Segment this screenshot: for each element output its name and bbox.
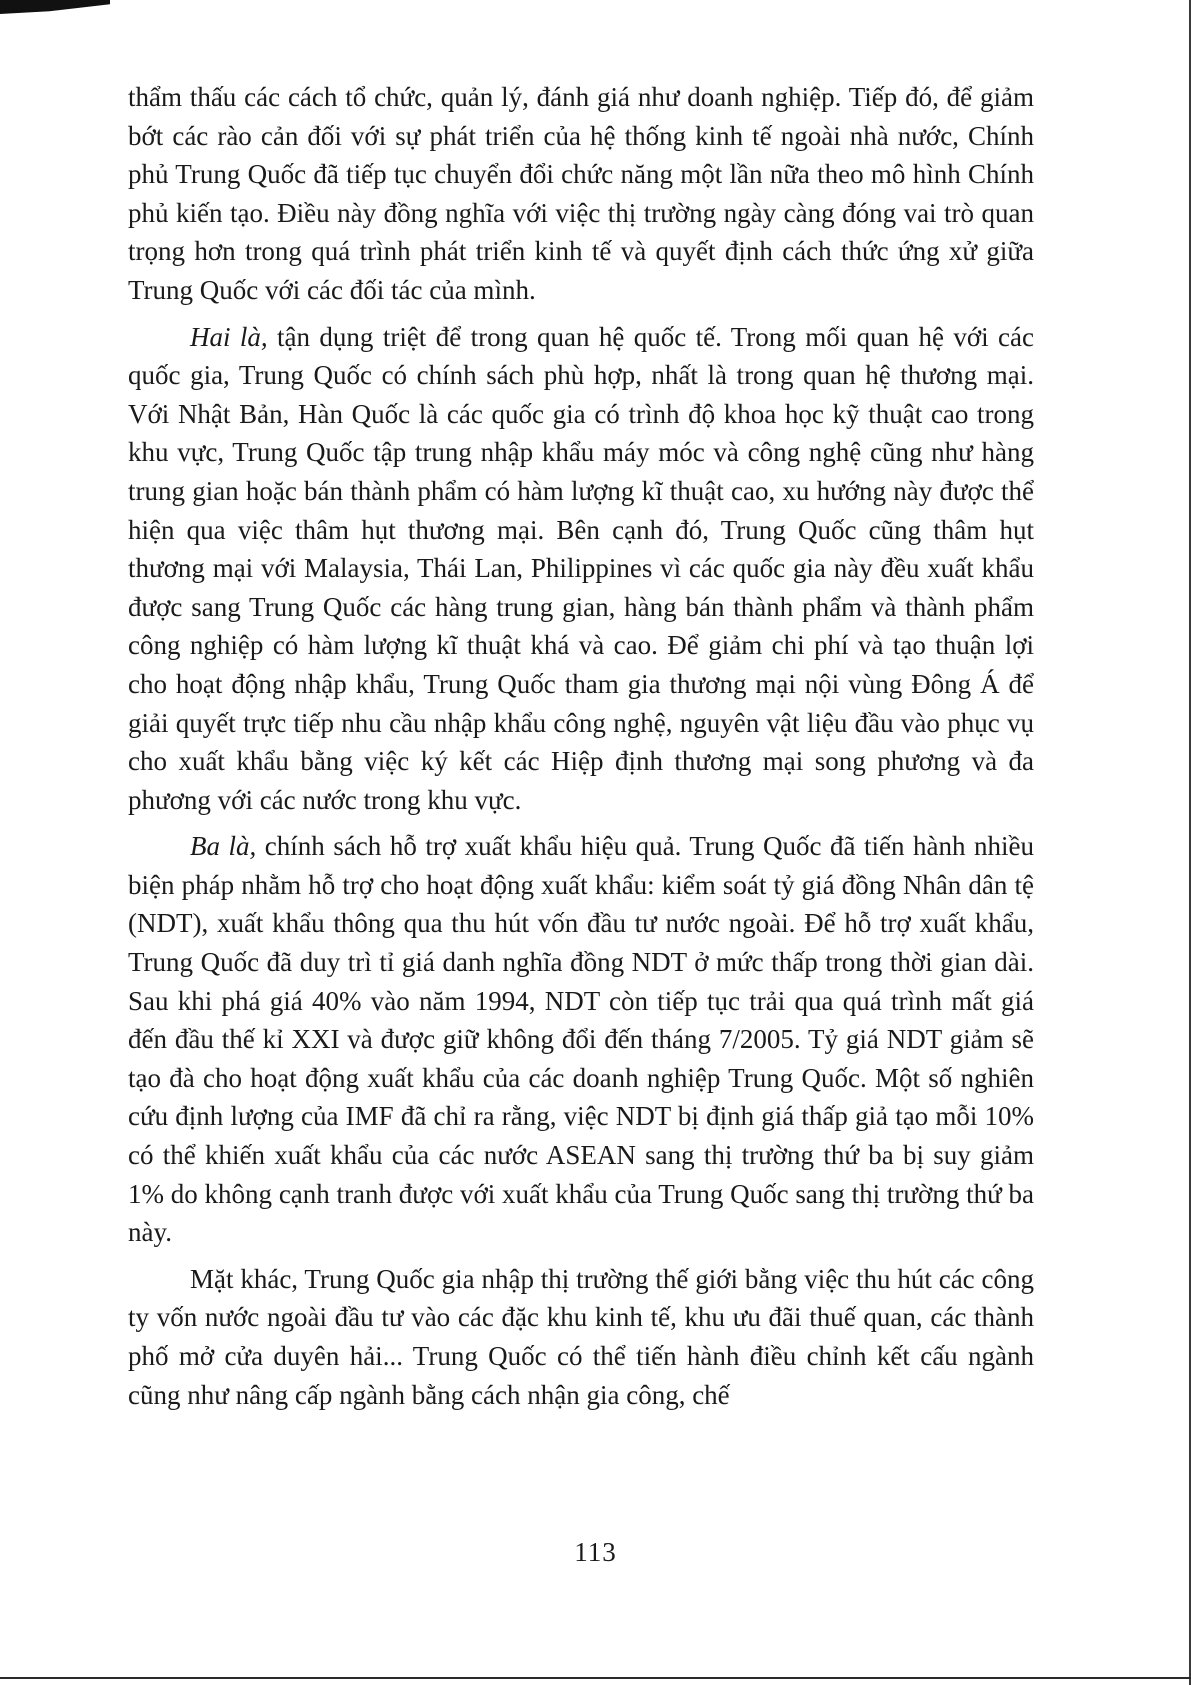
page-body: [128, 78, 1034, 1414]
paragraph-lead: Ba là,: [190, 831, 257, 862]
scan-artifact-top: [0, 0, 110, 14]
paragraph-text: Mặt khác, Trung Quốc gia nhập thị trường thế giới bằng việc thu hút các công ty vốn nước ngoài đầu tư vào các đặc khu kinh tế, khu ưu đãi thuế quan, các thành phố mở cửa duyên hải... Trung Quốc có thể tiến hành điều chỉnh kết cấu ngành cũng như nâng cấp ngành bằng cách nhận gia công, chế: [128, 1263, 1034, 1410]
paragraph-hai-la: [128, 318, 1034, 820]
paragraph-text: chính sách hỗ trợ xuất khẩu hiệu quả. Trung Quốc đã tiến hành nhiều biện pháp nhằm hỗ trợ cho hoạt động xuất khẩu: kiểm soát tỷ giá đồng Nhân dân tệ (NDT), xuất khẩu thông qua thu hút vốn đầu tư nước ngoài. Để hỗ trợ xuất khẩu, Trung Quốc đã duy trì tỉ giá danh nghĩa đồng NDT ở mức thấp trong thời gian dài. Sau khi phá giá 40% vào năm 1994, NDT còn tiếp tục trải qua quá trình mất giá đến đầu thế kỉ XXI và được giữ không đổi đến tháng 7/2005. Tỷ giá NDT giảm sẽ tạo đà cho hoạt động xuất khẩu của các doanh nghiệp Trung Quốc. Một số nghiên cứu định lượng của IMF đã chỉ ra rằng, việc NDT bị định giá thấp giả tạo mỗi 10% có thể khiến xuất khẩu của các nước ASEAN sang thị trường thứ ba bị suy giảm 1% do không cạnh tranh được với xuất khẩu của Trung Quốc sang thị trường thứ ba này.: [128, 831, 1035, 1248]
paragraph-mat-khac: [128, 1260, 1034, 1414]
scan-edge-bottom: [0, 1677, 1191, 1679]
paragraph-text: thẩm thấu các cách tổ chức, quản lý, đánh giá như doanh nghiệp. Tiếp đó, để giảm bớt các rào cản đối với sự phát triển của hệ thống kinh tế ngoài nhà nước, Chính phủ Trung Quốc đã tiếp tục chuyển đổi chức năng một lần nữa theo mô hình Chính phủ kiến tạo. Điều này đồng nghĩa với việc thị trường ngày càng đóng vai trò quan trọng hơn trong quá trình phát triển kinh tế và quyết định cách thức ứng xử giữa Trung Quốc với các đối tác của mình.: [128, 82, 1034, 305]
paragraph-continuation: [128, 78, 1034, 310]
paragraph-lead: Hai là,: [190, 321, 268, 352]
page-number: 113: [574, 1537, 617, 1567]
paragraph-text: tận dụng triệt để trong quan hệ quốc tế. Trong mối quan hệ với các quốc gia, Trung Quốc có chính sách phù hợp, nhất là trong quan hệ thương mại. Với Nhật Bản, Hàn Quốc là các quốc gia có trình độ khoa học kỹ thuật cao trong khu vực, Trung Quốc tập trung nhập khẩu máy móc và công nghệ cũng như hàng trung gian hoặc bán thành phẩm có hàm lượng kĩ thuật cao, xu hướng này được thể hiện qua việc thâm hụt thương mại. Bên cạnh đó, Trung Quốc cũng thâm hụt thương mại với Malaysia, Thái Lan, Philippines vì các quốc gia này đều xuất khẩu được sang Trung Quốc các hàng trung gian, hàng bán thành phẩm và thành phẩm công nghiệp có hàm lượng kĩ thuật khá và cao. Để giảm chi phí và tạo thuận lợi cho hoạt động nhập khẩu, Trung Quốc tham gia thương mại nội vùng Đông Á để giải quyết trực tiếp nhu cầu nhập khẩu công nghệ, nguyên vật liệu đầu vào phục vụ cho xuất khẩu bằng việc ký kết các Hiệp định thương mại song phương và đa phương với các nước trong khu vực.: [128, 321, 1034, 815]
paragraph-ba-la: [128, 827, 1034, 1252]
